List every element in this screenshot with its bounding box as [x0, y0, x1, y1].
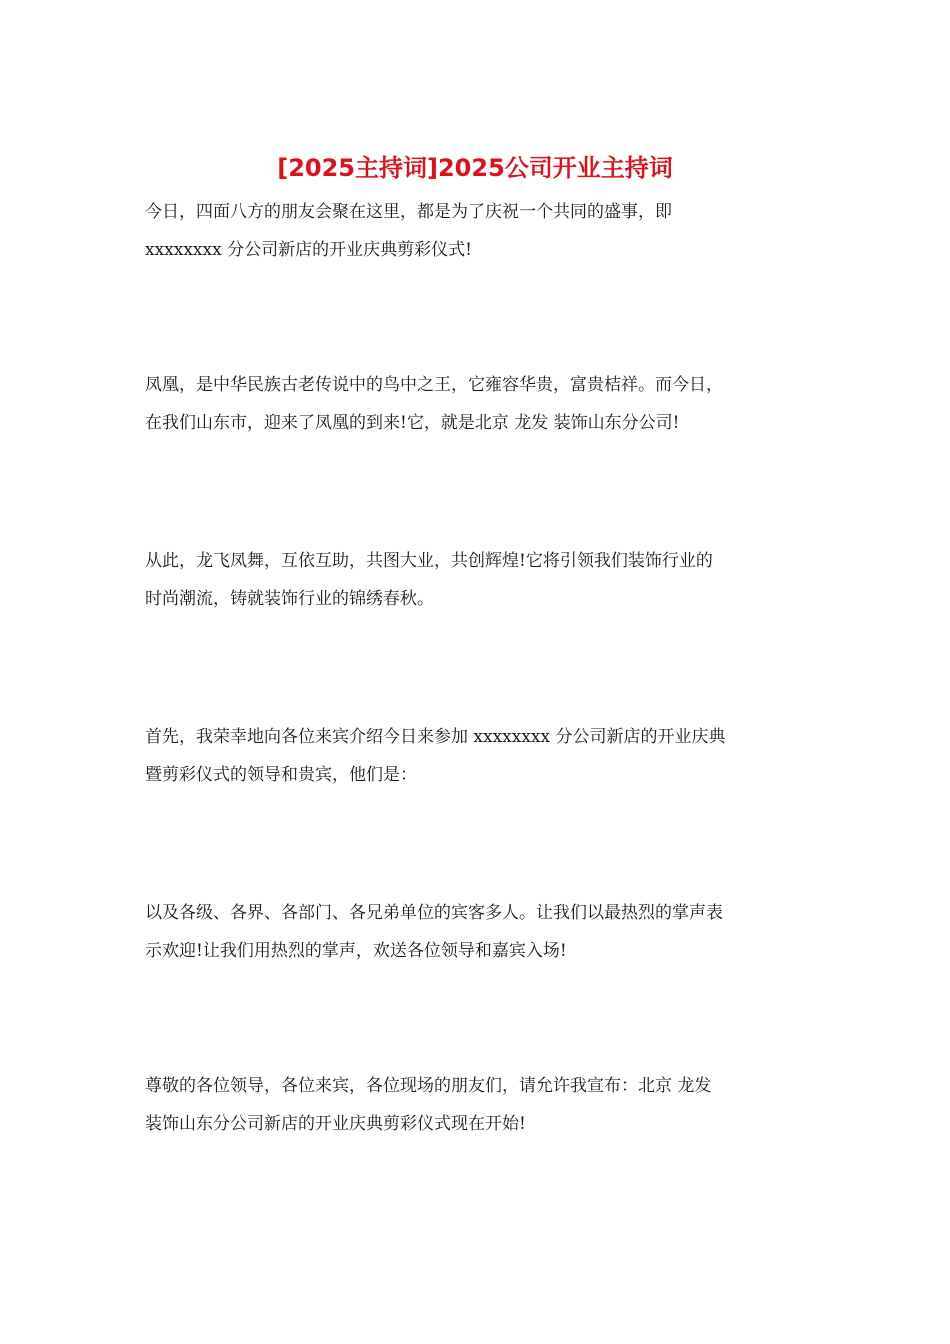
- paragraph-line: 今日，四面八方的朋友会聚在这里，都是为了庆祝一个共同的盛事，即: [145, 202, 672, 222]
- paragraph-line: 从此，龙飞凤舞，互依互助，共图大业，共创辉煌!它将引领我们装饰行业的: [145, 551, 713, 571]
- paragraph-line: 尊敬的各位领导，各位来宾，各位现场的朋友们，请允许我宣布：北京 龙发: [145, 1076, 712, 1096]
- paragraph-line: 装饰山东分公司新店的开业庆典剪彩仪式现在开始!: [145, 1114, 526, 1134]
- paragraph-line: xxxxxxxx 分公司新店的开业庆典剪彩仪式!: [145, 240, 472, 260]
- document-title: [2025主持词]2025公司开业主持词: [277, 154, 673, 182]
- paragraph-line: 首先，我荣幸地向各位来宾介绍今日来参加 xxxxxxxx 分公司新店的开业庆典: [145, 727, 726, 747]
- paragraph-opening: [145, 193, 810, 269]
- paragraph-line: 时尚潮流，铸就装饰行业的锦绣春秋。: [145, 589, 434, 609]
- paragraph-line: 以及各级、各界、各部门、各兄弟单位的宾客多人。让我们以最热烈的掌声表: [145, 903, 723, 923]
- paragraph-line: 在我们山东市，迎来了凤凰的到来!它，就是北京 龙发 装饰山东分公司!: [145, 413, 680, 433]
- paragraph-introduction: [145, 718, 810, 794]
- paragraph-phoenix: [145, 366, 810, 442]
- paragraph-announcement: [145, 1067, 810, 1143]
- paragraph-welcome: [145, 894, 810, 970]
- paragraph-line: 凤凰，是中华民族古老传说中的鸟中之王，它雍容华贵，富贵桔祥。而今日，: [145, 375, 723, 395]
- paragraph-future: [145, 542, 810, 618]
- paragraph-line: 示欢迎!让我们用热烈的掌声，欢送各位领导和嘉宾入场!: [145, 941, 567, 961]
- paragraph-line: 暨剪彩仪式的领导和贵宾，他们是：: [145, 765, 417, 785]
